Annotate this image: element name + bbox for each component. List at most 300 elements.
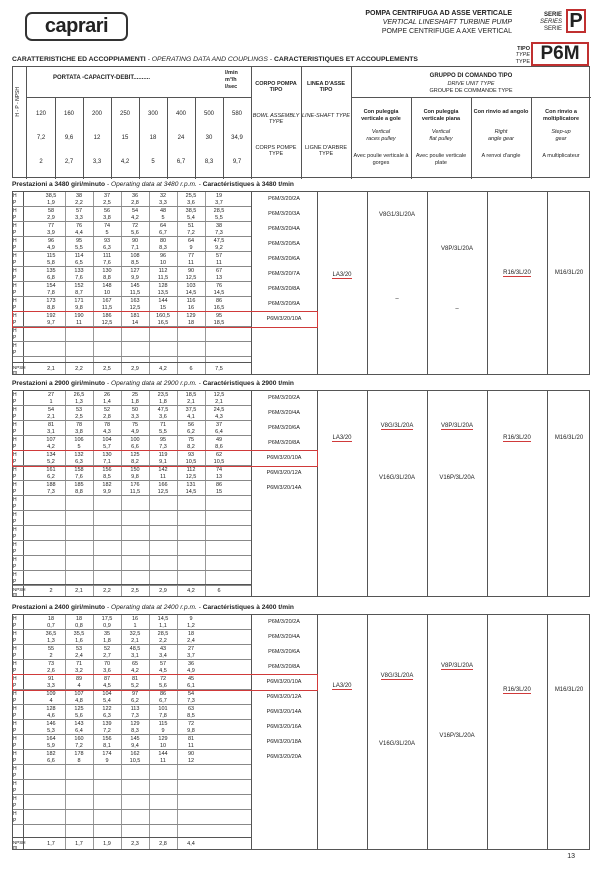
h-label: H [13,811,17,817]
power-value: 18,5 [213,320,225,326]
head-value: 97 [131,691,139,697]
p-label: P [13,335,17,341]
power-value: 7,6 [75,474,83,480]
head-value: 176 [130,482,140,488]
data-row [13,720,251,735]
head-value: 32,5 [129,631,141,637]
power-value: 11,5 [129,489,141,495]
units-label: l/min m³/h l/sec [225,70,238,90]
power-value: 15 [159,305,167,311]
power-value: 16 [187,305,195,311]
head-value: 9 [189,616,193,622]
power-value: 5,8 [47,260,55,266]
head-value: 27 [187,646,195,652]
head-value: 45 [187,676,195,682]
highlight-row-box [12,450,318,467]
head-value: 16 [131,616,139,622]
head-value: 174 [102,751,112,757]
power-value: 10 [159,260,167,266]
drive-angle-gear-text: R16/3L/20 [503,435,531,441]
power-value: 9,7 [47,320,55,326]
npsh-value: 2,1 [75,588,83,594]
head-value: 163 [130,298,140,304]
data-row [13,481,251,496]
power-value: 8,3 [159,245,167,251]
head-value: 38,5 [45,193,57,199]
h-label: H [13,527,17,533]
head-value: 37 [103,193,111,199]
drive-vertical-flat [427,423,487,429]
p-label: P [13,489,17,495]
data-row [13,421,251,436]
head-value: 51 [187,223,195,229]
grid-vline [547,192,548,374]
power-value: 1,8 [103,638,111,644]
power-value: 7,3 [187,698,195,704]
h-label: H [13,781,17,787]
head-value: 48,5 [129,646,141,652]
head-value: 53 [75,646,83,652]
header-lmin: 400 [175,111,186,117]
npsh-value: 2,3 [131,841,139,847]
head-value: 86 [215,298,223,304]
h-label: H [13,691,17,697]
head-value: 125 [74,706,84,712]
head-value: 109 [46,691,56,697]
power-value: 2,2 [75,200,83,206]
sec1-title-en: - Operating data at 3480 r.p.m. - [105,181,203,188]
header-line-fr: POMPE CENTRIFUGE A AXE VERTICAL [381,28,512,35]
p-label: P [13,788,17,794]
power-value: 1,2 [187,623,195,629]
power-value: 3,7 [187,653,195,659]
drive-vertical-flat: V8P/3L/20A [440,246,474,252]
data-row [13,297,251,312]
power-value: 3,7 [215,200,223,206]
head-value: 86 [159,691,167,697]
head-value: 131 [186,482,196,488]
data-row [13,282,251,297]
head-value: 72 [159,676,167,682]
pump-type: P6M/3/20/2A [268,395,300,401]
power-value: 2,4 [187,638,195,644]
head-value: 56 [187,422,195,428]
power-value: 5,6 [159,683,167,689]
head-value: 87 [103,676,111,682]
corpo-label: CORPO POMPA TIPO [255,81,297,93]
power-value: 2,9 [47,215,55,221]
header-line-en: VERTICAL LINESHAFT TURBINE PUMP [382,19,512,26]
p-label: P [13,653,17,659]
power-value: 1,3 [47,638,55,644]
p-label: P [13,290,17,296]
power-value: 6,4 [215,429,223,435]
head-value: 160,5 [156,313,170,319]
data-row [13,556,251,571]
power-value: 11,5 [157,275,169,281]
data-row [13,327,251,342]
head-value: 27 [47,392,55,398]
head-value: 19 [215,193,223,199]
power-value: 18 [187,320,195,326]
grid-vline [317,391,318,596]
head-value: 32 [159,193,167,199]
corps-label: CORPS POMPE TYPE [255,145,297,157]
npsh-row [13,584,251,598]
power-value: 8,5 [103,474,111,480]
head-value: 49 [215,437,223,443]
drive-vertical-grooved-text: V8G/3L/20A [380,673,414,679]
p-label: P [13,534,17,540]
power-value: 4,6 [47,713,55,719]
p-label: P [13,773,17,779]
head-value: 37,5 [185,407,197,413]
sec1-table [12,191,590,375]
h-label: H [13,721,17,727]
drive-angle-gear-text: R16/3L/20 [503,687,531,693]
head-value: 18 [187,631,195,637]
serie-fr-label: SERIE [543,26,562,32]
npsh-value: 2,2 [103,588,111,594]
head-value: 77 [187,253,195,259]
grid-vline [427,192,428,374]
h-label: H [13,238,17,244]
caption-it: CARATTERISTICHE ED ACCOPPIAMENTI [12,56,146,63]
head-value: 95 [215,313,223,319]
power-value: 10,5 [129,758,141,764]
head-value: 81 [131,676,139,682]
h-label: H [13,253,17,259]
p-label: P [13,350,17,356]
power-value: 11 [188,260,194,266]
head-value: 81 [47,422,55,428]
power-value: 1,1 [159,623,167,629]
power-value: 3,3 [47,683,55,689]
sec3-title-fr: Caractéristiques à 2400 t/min [202,604,294,611]
power-value: 10,5 [185,459,197,465]
header-ls: 6,7 [176,159,186,165]
head-value: 52 [103,646,111,652]
h-label: H [13,467,17,473]
power-value: 5,5 [215,215,223,221]
p-label: P [13,459,17,465]
power-value: 6,2 [47,474,55,480]
head-value: 74 [215,467,223,473]
power-value: 1,4 [103,399,111,405]
drive-angle-gear [487,687,547,693]
head-value: 43 [159,646,167,652]
sec1-title [12,181,294,188]
head-value: 36 [187,661,195,667]
drive-col3-title: Con rinvio ad angolo [473,109,529,115]
head-value: 108 [130,253,140,259]
p-label: P [13,414,17,420]
h-label: H [13,193,17,199]
power-value: 1 [133,623,137,629]
head-value: 114 [74,253,84,259]
p-label: P [13,429,17,435]
pump-type: P6M/3/20/7A [268,271,300,277]
power-value: 5,5 [159,429,167,435]
power-value: 3,1 [131,653,139,659]
power-value: 4,2 [47,444,55,450]
h-label: H [13,661,17,667]
pump-type: P6M/3/20/14A [266,709,302,715]
head-value: 54 [131,208,139,214]
pump-type: P6M/3/20/12A [266,694,302,700]
data-row [13,615,251,630]
head-value: 166 [158,482,168,488]
power-value: 6,6 [47,758,55,764]
power-value: 5,7 [103,444,111,450]
power-value: 2,8 [131,200,139,206]
power-value: 9,1 [159,459,167,465]
head-value: 162 [130,751,140,757]
head-value: 77 [47,223,55,229]
drive-col-divider [531,97,532,179]
h-label: H [13,646,17,652]
power-value: 1,8 [131,399,139,405]
head-value: 57 [215,253,223,259]
npsh-value: 1,9 [103,841,111,847]
h-label: H [13,328,17,334]
p-label: P [13,623,17,629]
power-value: 6,7 [159,230,167,236]
pump-type: P6M/3/20/8A [268,286,300,292]
power-value: 7,3 [131,713,139,719]
power-value: 6,2 [131,698,139,704]
power-value: 11,5 [129,290,141,296]
power-value: 2,2 [159,638,167,644]
drive-vertical-grooved: V8G1/3L/20A [378,212,416,218]
head-value: 129 [130,721,140,727]
drive-angle-gear [487,270,547,276]
line-shaft-type [317,683,367,689]
grid-vline [487,391,488,596]
p-label: P [13,713,17,719]
type-label: TYPE [515,52,530,59]
grid-vline [317,615,318,849]
power-value: 4,3 [103,429,111,435]
head-value: 18 [47,616,55,622]
head-value: 107 [46,437,56,443]
power-value: 8,2 [131,459,139,465]
power-value: 3,6 [159,414,167,420]
power-value: 2,5 [103,200,111,206]
head-value: 152 [74,283,84,289]
drive-col4-fr: A multiplicateur [542,153,580,159]
head-value: 173 [46,298,56,304]
power-value: 10,5 [213,459,225,465]
p-label: P [13,245,17,251]
head-value: 178 [74,751,84,757]
head-value: 95 [159,437,167,443]
head-value: 129 [186,313,196,319]
pump-type: P6M/3/20/6A [268,649,300,655]
head-value: 115 [158,721,168,727]
header-m3h: 15 [121,135,129,141]
data-row [13,237,251,252]
head-value: 50 [131,407,139,413]
head-value: 93 [103,238,111,244]
npsh-value: 2,2 [75,366,83,372]
p-label: P [13,698,17,704]
power-value: 5,4 [187,215,195,221]
data-row [13,765,251,780]
power-value: 11 [216,260,222,266]
power-value: 3,1 [47,429,55,435]
header-ls: 2,7 [64,159,74,165]
head-value: 70 [103,661,111,667]
head-value: 72 [131,223,139,229]
sec3-title-it: Prestazioni a 2400 giri/minuto [12,604,106,611]
h-label: H [13,542,17,548]
head-value: 55 [47,646,55,652]
linea-label: LINEA D'ASSE TIPO [306,81,346,93]
pump-type: P6M/3/20/3A [268,211,300,217]
h-label: H [13,497,17,503]
highlight-row-box [12,311,318,328]
data-row [13,541,251,556]
head-value: 65 [131,661,139,667]
power-value: 6,4 [75,728,83,734]
power-value: 14,5 [185,489,197,495]
head-value: 101 [158,706,168,712]
head-value: 38 [75,193,83,199]
pump-type: P6M/3/20/2A [268,619,300,625]
power-value: 11 [160,474,166,480]
header-ls: 9,7 [232,159,242,165]
drive-col2-en2: flat pulley [429,136,453,142]
power-value: 3,9 [47,230,55,236]
p-label: P [13,474,17,480]
npsh-label: NPSH [13,587,26,592]
sec3-table [12,614,590,850]
npsh-unit: m [13,370,18,376]
data-row [13,466,251,481]
h-label: H [13,407,17,413]
data-row [13,780,251,795]
head-value: 164 [46,736,56,742]
power-value: 4 [77,683,81,689]
tipo-labels [508,46,530,65]
head-value: 80 [159,238,167,244]
drive-vertical-grooved-16: V16G/3L/20A [378,741,416,747]
drive-angle-gear-text: R16/3L/20 [503,270,531,276]
header-m3h: 18 [149,135,157,141]
power-value: 7,1 [131,245,139,251]
pump-type: P6M/3/20/10A [266,679,302,685]
power-value: 6,3 [75,459,83,465]
pump-type: P6M/3/20/4A [268,410,300,416]
pump-type: P6M/3/20/6A [268,256,300,262]
power-value: 14,5 [213,290,225,296]
head-value: 54 [187,691,195,697]
power-value: 6,7 [159,698,167,704]
head-value: 127 [130,268,140,274]
power-value: 12,5 [185,275,197,281]
pump-type: P6M/3/20/8A [268,664,300,670]
header-m3h: 34,9 [231,135,243,141]
sec1-title-fr: Caractéristiques à 3480 t/min [202,181,294,188]
sec1-title-it: Prestazioni a 3480 giri/minuto [12,181,106,188]
power-value: 1,8 [159,399,167,405]
power-value: 9 [105,758,109,764]
npsh-value: 2,9 [159,588,167,594]
head-value: 78 [103,422,111,428]
data-row [13,342,251,357]
power-value: 7,6 [75,275,83,281]
head-value: 182 [46,751,56,757]
npsh-value: 4,2 [187,588,195,594]
power-value: 2,7 [103,653,111,659]
grid-vline [427,615,428,849]
head-value: 148 [102,283,112,289]
drive-col-divider [411,97,412,179]
p-label: P [13,320,17,326]
head-value: 26,5 [73,392,85,398]
data-row [13,436,251,451]
power-value: 9,2 [215,245,223,251]
head-value: 67 [215,268,223,274]
head-value: 62 [215,452,223,458]
drive-vertical-flat-text: V8P/3L/20A [440,663,474,669]
npsh-label: NPSH [13,840,26,845]
head-value: 95 [75,238,83,244]
p-label: P [13,579,17,585]
head-value: 14,5 [157,616,169,622]
power-value: 6,6 [131,444,139,450]
power-value: 5 [161,215,165,221]
head-value: 139 [102,721,112,727]
head-value: 156 [102,467,112,473]
head-value: 160 [74,736,84,742]
power-value: 4,3 [215,414,223,420]
power-value: 9,8 [131,474,139,480]
power-value: 2,1 [131,638,139,644]
head-value: 181 [130,313,140,319]
grid-vline [547,391,548,596]
h-label: H [13,751,17,757]
grid-vline [487,615,488,849]
drive-step-up-gear: M16/3L/20 [554,270,584,276]
drive-col2-fr: Avec poulie verticale plate [415,153,467,166]
serie-value: P [566,9,586,33]
power-value: 8,1 [103,743,111,749]
drive-vertical-flat-text: V8P/3L/20A [440,423,474,429]
head-value: 182 [102,482,112,488]
pump-type: P6M/3/20/18A [266,739,302,745]
p-label: P [13,504,17,510]
head-value: 47,5 [213,238,225,244]
ligne-label: LIGNE D'ARBRE TYPE [304,145,347,157]
p-label: P [13,230,17,236]
h-label: H [13,706,17,712]
head-value: 146 [46,721,56,727]
hp-npsh-label: H - P - NPSH [15,87,21,117]
power-value: 8,5 [131,260,139,266]
grid-vline [367,391,368,596]
power-value: 7,1 [103,459,111,465]
power-value: 3,3 [75,215,83,221]
head-value: 90 [187,751,195,757]
groupe-label: GROUPE DE COMMANDE TYPE [429,88,513,94]
p-label: P [13,399,17,405]
head-value: 106 [74,437,84,443]
power-value: 13,5 [157,290,169,296]
data-row [13,750,251,765]
head-value: 54 [47,407,55,413]
